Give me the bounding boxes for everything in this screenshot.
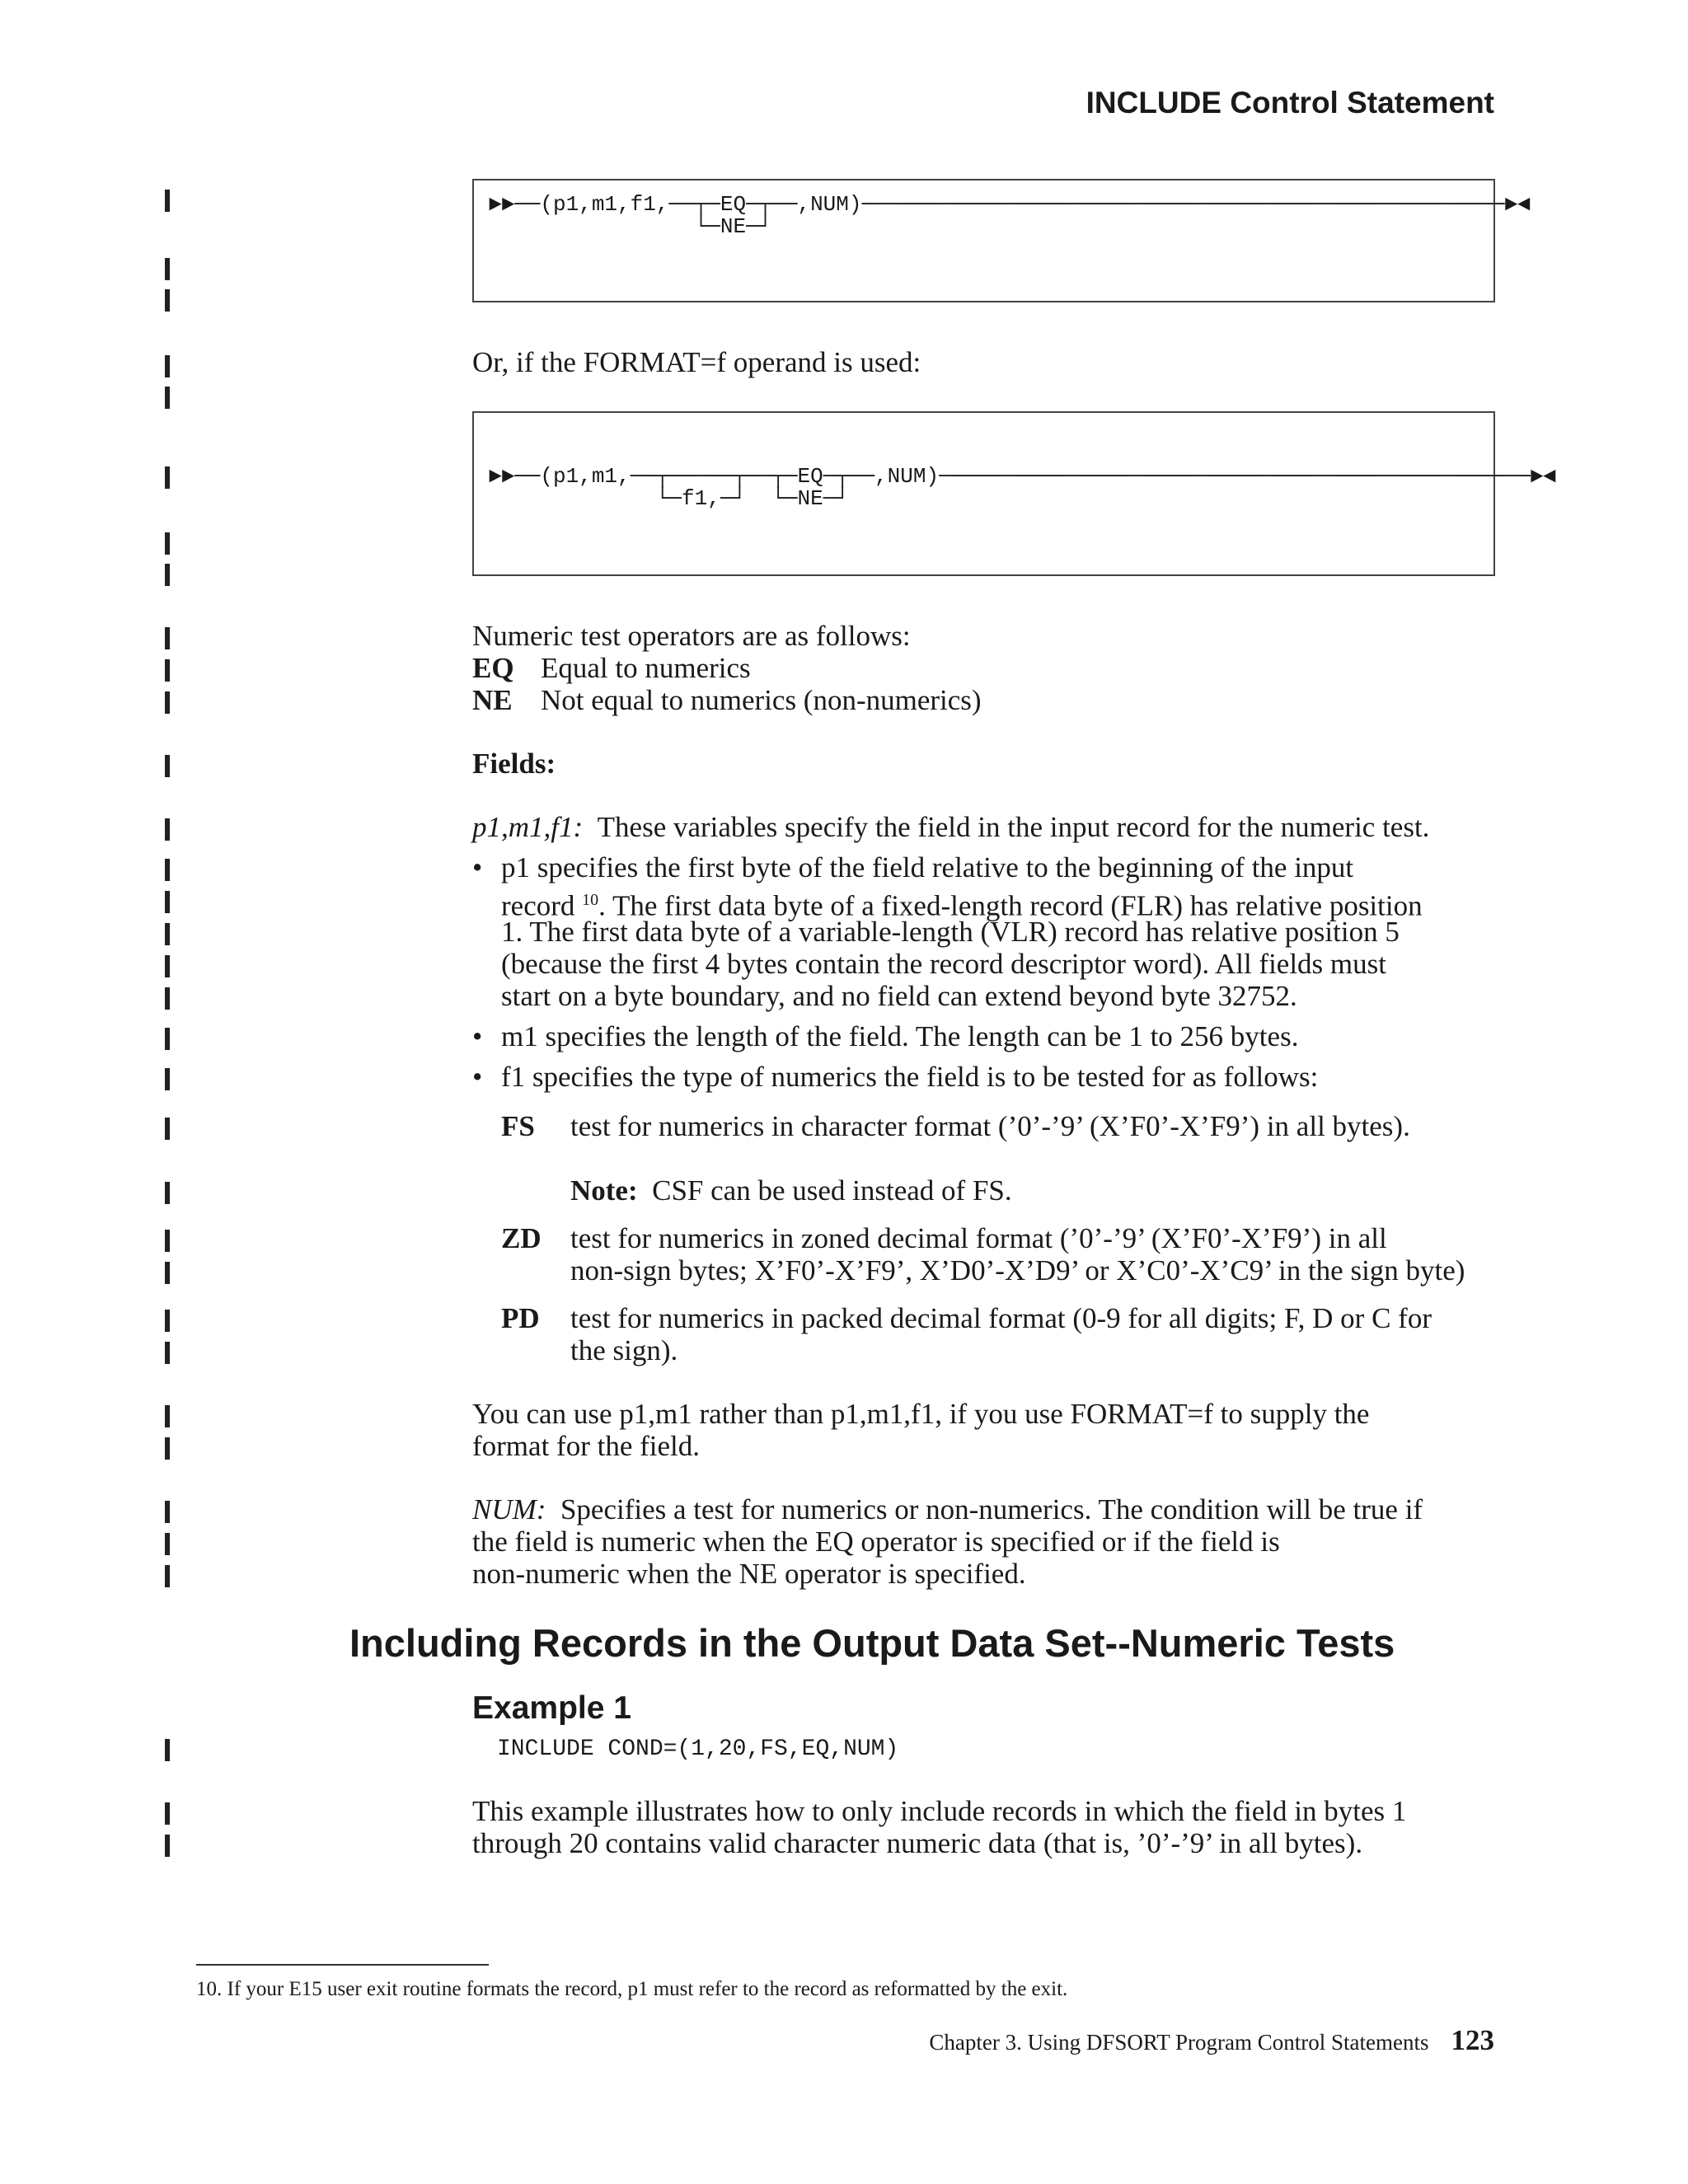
format-term: PD <box>501 1302 540 1334</box>
change-bar <box>165 532 170 555</box>
example-paragraph: This example illustrates how to only include records in which the field in bytes 1 <box>472 1795 1407 1827</box>
syntax-diagram-box <box>472 179 1531 302</box>
operators-intro: Numeric test operators are as follows: <box>472 620 911 652</box>
change-bar <box>165 859 170 881</box>
change-bar <box>165 923 170 945</box>
bullet-marker: • <box>472 1061 483 1093</box>
p1m1f1-paragraph <box>472 811 1429 844</box>
change-bar <box>165 564 170 586</box>
change-bar <box>165 1501 170 1523</box>
operator-desc: Not equal to numerics (non-numerics) <box>541 684 982 716</box>
bullet-text: p1 specifies the first byte of the field relative to the beginning of the input <box>501 851 1354 883</box>
change-bar <box>165 1437 170 1460</box>
note <box>570 1174 1012 1207</box>
section-heading: Including Records in the Output Data Set--Numeric Tests <box>349 1621 1395 1665</box>
footer-chapter: Chapter 3. Using DFSORT Program Control Statements <box>929 2030 1429 2055</box>
syntax-main-line: ►►──(p1,m1,f1,──┬─EQ─┬──,NUM)──────────────────────────────────────────────────►◄ <box>489 192 1531 217</box>
change-bar <box>165 1405 170 1427</box>
running-header: INCLUDE Control Statement <box>1085 86 1494 120</box>
p1m1f1-text: These variables specify the field in the input record for the numeric test. <box>597 811 1430 843</box>
body-paragraph: format for the field. <box>472 1430 701 1462</box>
example-heading: Example 1 <box>472 1690 631 1726</box>
change-bar <box>165 659 170 682</box>
syntax-branch-line: └─f1,─┘ └─NE─┘ <box>489 486 849 511</box>
note-label: Note: <box>570 1174 638 1207</box>
bullet-text: m1 specifies the length of the field. The length can be 1 to 256 bytes. <box>501 1020 1299 1052</box>
format-term: FS <box>501 1110 535 1142</box>
fields-heading: Fields: <box>472 748 556 780</box>
bullet-text: (because the first 4 bytes contain the record descriptor word). All fields must <box>501 948 1386 980</box>
change-bar <box>165 891 170 913</box>
num-paragraph: non-numeric when the NE operator is specified. <box>472 1558 1026 1590</box>
syntax-diagram-box-format <box>472 411 1557 576</box>
change-bar <box>165 1028 170 1050</box>
p1m1f1-term: p1,m1,f1: <box>472 811 584 843</box>
change-bar <box>165 289 170 312</box>
bullet-text: f1 specifies the type of numerics the field is to be tested for as follows: <box>501 1061 1319 1093</box>
format-desc: the sign). <box>570 1334 678 1366</box>
note-text: CSF can be used instead of FS. <box>652 1174 1012 1207</box>
change-bar <box>165 1802 170 1825</box>
change-bar <box>165 466 170 489</box>
bullet-text: start on a byte boundary, and no field can extend beyond byte 32752. <box>501 980 1297 1012</box>
change-bar <box>165 1565 170 1587</box>
change-bar <box>165 1342 170 1364</box>
bullet-marker: • <box>472 1020 483 1052</box>
bullet-text: record $^{10}$. The first data byte of a fixed-length record (FLR) has relative position <box>501 889 1423 922</box>
change-bar <box>165 691 170 714</box>
change-bar <box>165 1230 170 1252</box>
footnote: 10. If your E15 user exit routine formats the record, p1 must refer to the record as reformatted by the exit. <box>196 1978 1068 2000</box>
format-desc: non-sign bytes; X’F0’-X’F9’, X’D0’-X’D9’ or X’C0’-X’C9’ in the sign byte) <box>570 1254 1465 1286</box>
operator-term: NE <box>472 684 513 716</box>
change-bar <box>165 955 170 977</box>
change-bar <box>165 1310 170 1332</box>
change-bar <box>165 1262 170 1284</box>
format-desc: test for numerics in zoned decimal format (’0’-’9’ (X’F0’-X’F9’) in all <box>570 1222 1387 1254</box>
change-bar <box>165 987 170 1010</box>
change-bar <box>165 1835 170 1857</box>
format-desc: test for numerics in packed decimal format (0-9 for all digits; F, D or C for <box>570 1302 1432 1334</box>
change-bar <box>165 387 170 409</box>
footnote-ref: 10 <box>582 891 599 909</box>
page-number: 123 <box>1451 2024 1494 2056</box>
change-bar <box>165 1533 170 1555</box>
change-bar <box>165 1182 170 1204</box>
operator-term: EQ <box>472 652 514 684</box>
num-term: NUM: <box>472 1493 546 1526</box>
page-footer <box>929 2024 1494 2057</box>
example-code: INCLUDE COND=(1,20,FS,EQ,NUM) <box>497 1736 899 1762</box>
syntax-main-line: ►►──(p1,m1,──┬─────┬──┬─EQ─┬──,NUM)──────────────────────────────────────────────►◄ <box>489 464 1557 489</box>
change-bar <box>165 1739 170 1761</box>
change-bar <box>165 818 170 841</box>
num-paragraph: NUM: Specifies a test for numerics or non-numerics. The condition will be true if <box>472 1493 1423 1526</box>
change-bar <box>165 1118 170 1140</box>
example-paragraph: through 20 contains valid character numeric data (that is, ’0’-’9’ in all bytes). <box>472 1827 1363 1859</box>
footnote-rule <box>196 1964 489 1966</box>
bullet-marker: • <box>472 851 483 883</box>
change-bar <box>165 1068 170 1090</box>
change-bar <box>165 190 170 212</box>
format-term: ZD <box>501 1222 542 1254</box>
body-paragraph: You can use p1,m1 rather than p1,m1,f1, if you use FORMAT=f to supply the <box>472 1398 1370 1430</box>
change-bar <box>165 755 170 777</box>
change-bar <box>165 627 170 649</box>
operator-desc: Equal to numerics <box>541 652 751 684</box>
format-desc: test for numerics in character format (’0’-’9’ (X’F0’-X’F9’) in all bytes). <box>570 1110 1410 1142</box>
format-intro: Or, if the FORMAT=f operand is used: <box>472 346 921 378</box>
change-bar <box>165 258 170 280</box>
num-paragraph: the field is numeric when the EQ operator is specified or if the field is <box>472 1526 1280 1558</box>
syntax-branch-line: └─NE─┘ <box>489 214 772 239</box>
change-bar <box>165 355 170 377</box>
bullet-text: 1. The first data byte of a variable-length (VLR) record has relative position 5 <box>501 916 1400 948</box>
